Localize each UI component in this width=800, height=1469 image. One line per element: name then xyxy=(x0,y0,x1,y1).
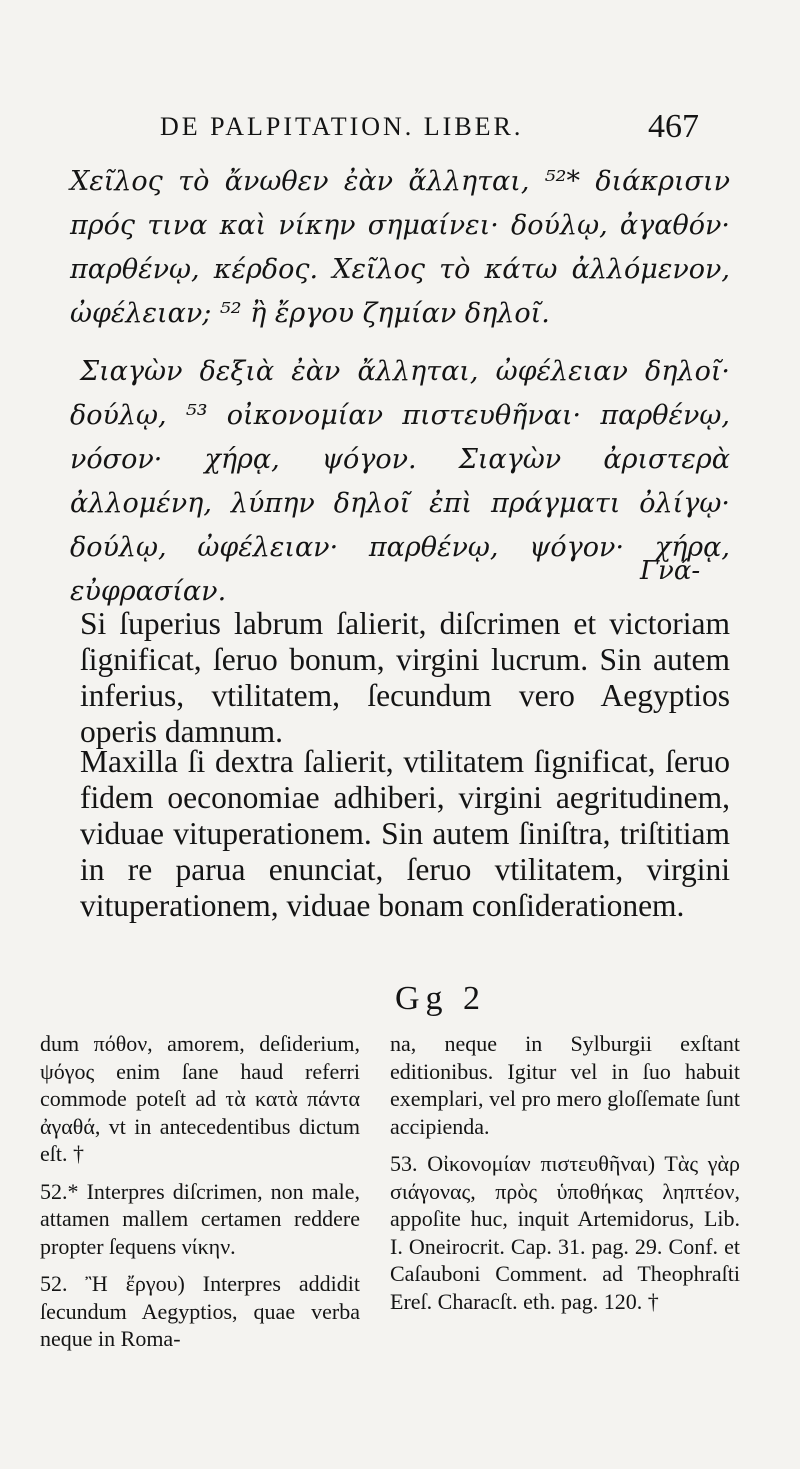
signature-mark: Gg 2 xyxy=(395,980,487,1017)
latin-paragraph-cheeks xyxy=(80,744,730,924)
footnote: 52.* Interpres diſcrimen, non male, attamen mallem certamen reddere propter ſequens νίκην. xyxy=(40,1178,360,1259)
greek-paragraph-cheeks xyxy=(70,350,730,614)
footnote: na, neque in Sylburgii exſtant editionibus. Igitur vel in ſuo habuit exemplari, vel pro mero gloſſemate ſunt accipienda. xyxy=(390,1031,740,1139)
footnotes-right-column xyxy=(390,1030,740,1325)
running-title: DE PALPITATION. LIBER. xyxy=(160,112,524,141)
catchword: Γνά- xyxy=(640,556,701,586)
footnote: 52. Ἢ ἔργου) Interpres addidit ſecundum Aegyptios, quae verba neque in Roma- xyxy=(40,1271,360,1351)
latin-text: Si ſuperius labrum ſalierit, diſcrimen et victoriam ſignificat, ſeruo bonum, virgini lucrum. Sin autem inferius, vtilitatem, ſecundum vero Aegyptios operis damnum. xyxy=(80,606,730,749)
page-number: 467 xyxy=(648,108,699,145)
greek-paragraph-lips xyxy=(70,160,730,336)
greek-text: Χεῖλος τὸ ἄνωθεν ἐὰν ἄλληται, ⁵²* διάκρισιν πρός τινα καὶ νίκην σημαίνει· δούλῳ, ἀγαθόν· παρθένῳ, κέρδος. Χεῖλος τὸ κάτω ἀλλόμενον, ὠφέλειαν; ⁵² ἢ ἔργου ζημίαν δηλοῖ. xyxy=(70,166,730,329)
page-header xyxy=(0,108,800,152)
latin-text: Maxilla ſi dextra ſalierit, vtilitatem ſignificat, ſeruo fidem oeconomiae adhiberi, virgini aegritudinem, viduae vituperationem. Sin autem ſiniſtra, triſtitiam in re parua enunciat, ſeruo vtilitatem, virgini vituperationem, viduae bonam conſiderationem. xyxy=(80,744,730,923)
footnotes-left-column xyxy=(40,1030,360,1363)
latin-paragraph-lips xyxy=(80,606,730,750)
greek-text: Σιαγὼν δεξιὰ ἐὰν ἄλληται, ὠφέλειαν δηλοῖ· δούλῳ, ⁵³ οἰκονομίαν πιστευθῆναι· παρθένῳ, νόσον· χήρᾳ, ψόγον. Σιαγὼν ἀριστερὰ ἀλλομένη, λύπην δηλοῖ ἐπὶ πράγματι ὀλίγῳ· δούλῳ, ὠφέλειαν· παρθένῳ, ψόγον· χήρᾳ, εὐφρασίαν. xyxy=(70,356,730,607)
footnote: dum πόθον, amorem, deſiderium, ψόγος enim ſane haud referri commode poteſt ad τὰ κατὰ πάντα ἀγαθά, vt in antecedentibus dictum eſt. † xyxy=(40,1031,360,1166)
footnote: 53. Οἰκονομίαν πιστευθῆναι) Τὰς γὰρ σιάγονας, πρὸς ὑποθήκας ληπτέον, appoſite huc, inquit Artemidorus, Lib. I. Oneirocrit. Cap. 31. pag. 29. Conf. et Caſauboni Comment. ad Theophraſti Ereſ. Characſt. eth. pag. 120. † xyxy=(390,1151,740,1314)
column-divider xyxy=(378,1035,379,1435)
